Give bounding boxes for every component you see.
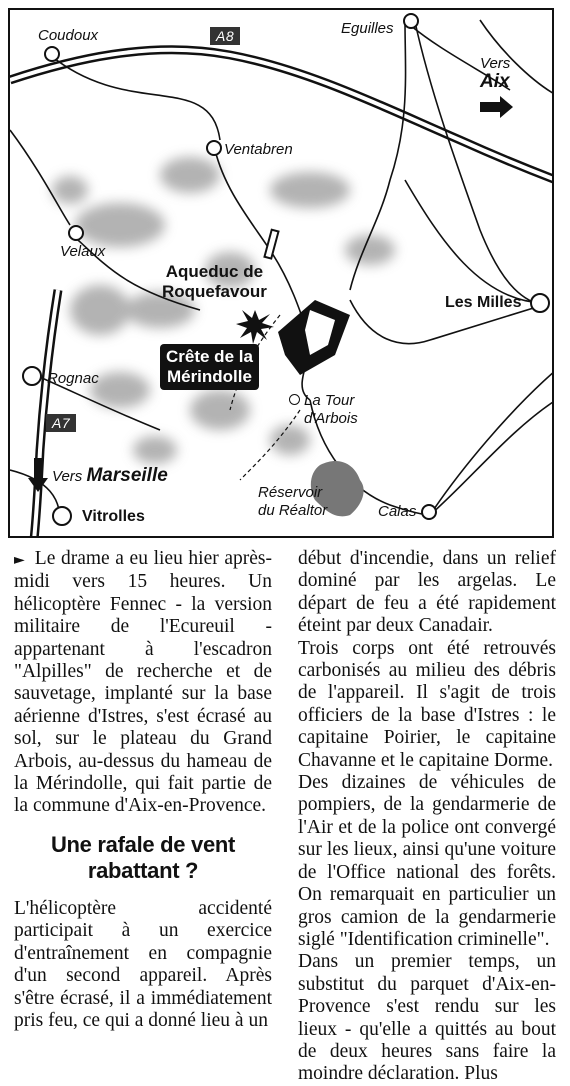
city-marker-icon — [52, 506, 72, 526]
vers-marseille-prefix: Vers — [52, 468, 83, 485]
city-marker-icon — [22, 366, 42, 386]
vers-marseille — [52, 467, 168, 486]
reservoir-label: Réservoir du Réaltor — [258, 484, 328, 519]
paragraph-3: Trois corps ont été retrouvés carbonisés au milieu des débris de l'appareil. Il s'agit de trois officiers de la base d'Istres : le capitaine Poirier, le capitaine Chavanne et le capitaine Dorme. — [298, 637, 556, 771]
village-marker-icon — [206, 140, 222, 156]
arrow-right-icon — [480, 96, 513, 118]
paragraph-4: Des dizaines de véhicules de pompiers, de la gendarmerie de l'Air et de la police ont convergé sur les lieux, ainsi qu'une voiture de l'Office national des forêts. On remarquait en particulier un gros camion de la gendarmerie siglé "Identification criminelle". — [298, 772, 556, 950]
town-rognac: Rognac — [47, 370, 99, 387]
paragraph-5: Dans un premier temps, un substitut du parquet d'Aix-en-Provence s'est rendu sur les lieux - qu'elle a quittés au bout de deux heures sans faire la moindre déclaration. Plus — [298, 951, 556, 1085]
crash-star-icon — [236, 310, 274, 344]
town-calas: Calas — [378, 503, 417, 520]
town-les-milles: Les Milles — [445, 294, 522, 311]
city-marker-icon — [530, 293, 550, 313]
village-marker-icon — [44, 46, 60, 62]
town-vitrolles: Vitrolles — [82, 508, 145, 525]
hamlet-marker-icon — [289, 394, 300, 405]
town-eguilles: Eguilles — [341, 20, 394, 37]
vers-aix-prefix: Vers — [480, 55, 511, 72]
subheading: Une rafale de vent rabattant ? — [50, 831, 236, 883]
a7-shield: A7 — [46, 414, 76, 432]
village-marker-icon — [421, 504, 437, 520]
crete-label: Crête de la Mérindolle — [160, 344, 259, 390]
map-roads — [10, 10, 554, 538]
intro-paragraph — [14, 548, 272, 818]
vers-aix-city: Aix — [480, 71, 510, 92]
vers-aix — [480, 55, 510, 92]
town-velaux: Velaux — [60, 243, 106, 260]
town-coudoux: Coudoux — [38, 27, 99, 44]
location-map — [8, 8, 554, 538]
a8-shield: A8 — [210, 27, 240, 45]
bullet-arrow-icon: ► — [14, 552, 25, 568]
intro-text: Le drame a eu lieu hier après-midi vers 15 heures. Un hélicoptère Fennec - la version militaire de l'Ecureuil - appartenant à l'escadron "Alpilles" de recherche et de sauvetage, implanté sur la base aérienne d'Istres, s'est écrasé au sol, sur le plateau du Grand Arbois, au-dessus du hameau de la Mérindolle, qui fait partie de la commune d'Aix-en-Provence. — [14, 548, 272, 817]
paragraph-2: L'hélicoptère accidenté participait à un exercice d'entraînement en compagnie d'un second appareil. Après s'être écrasé, il a immédiatement pris feu, ce qui a donné lieu à un — [14, 897, 272, 1031]
village-marker-icon — [403, 13, 419, 29]
town-ventabren: Ventabren — [224, 141, 293, 158]
article-column-right — [298, 548, 556, 1086]
village-marker-icon — [68, 225, 84, 241]
a8-motorway — [10, 50, 554, 180]
article-column-left — [14, 548, 272, 1032]
vers-marseille-city: Marseille — [86, 465, 168, 486]
town-la-tour-d-arbois: La Tour d'Arbois — [304, 392, 358, 427]
paragraph-2-continued: début d'incendie, dans un relief dominé par les argelas. Le départ de feu a été rapidement éteint par deux Canadair. — [298, 548, 556, 637]
aqueduc-label: Aqueduc de Roquefavour — [162, 262, 267, 301]
